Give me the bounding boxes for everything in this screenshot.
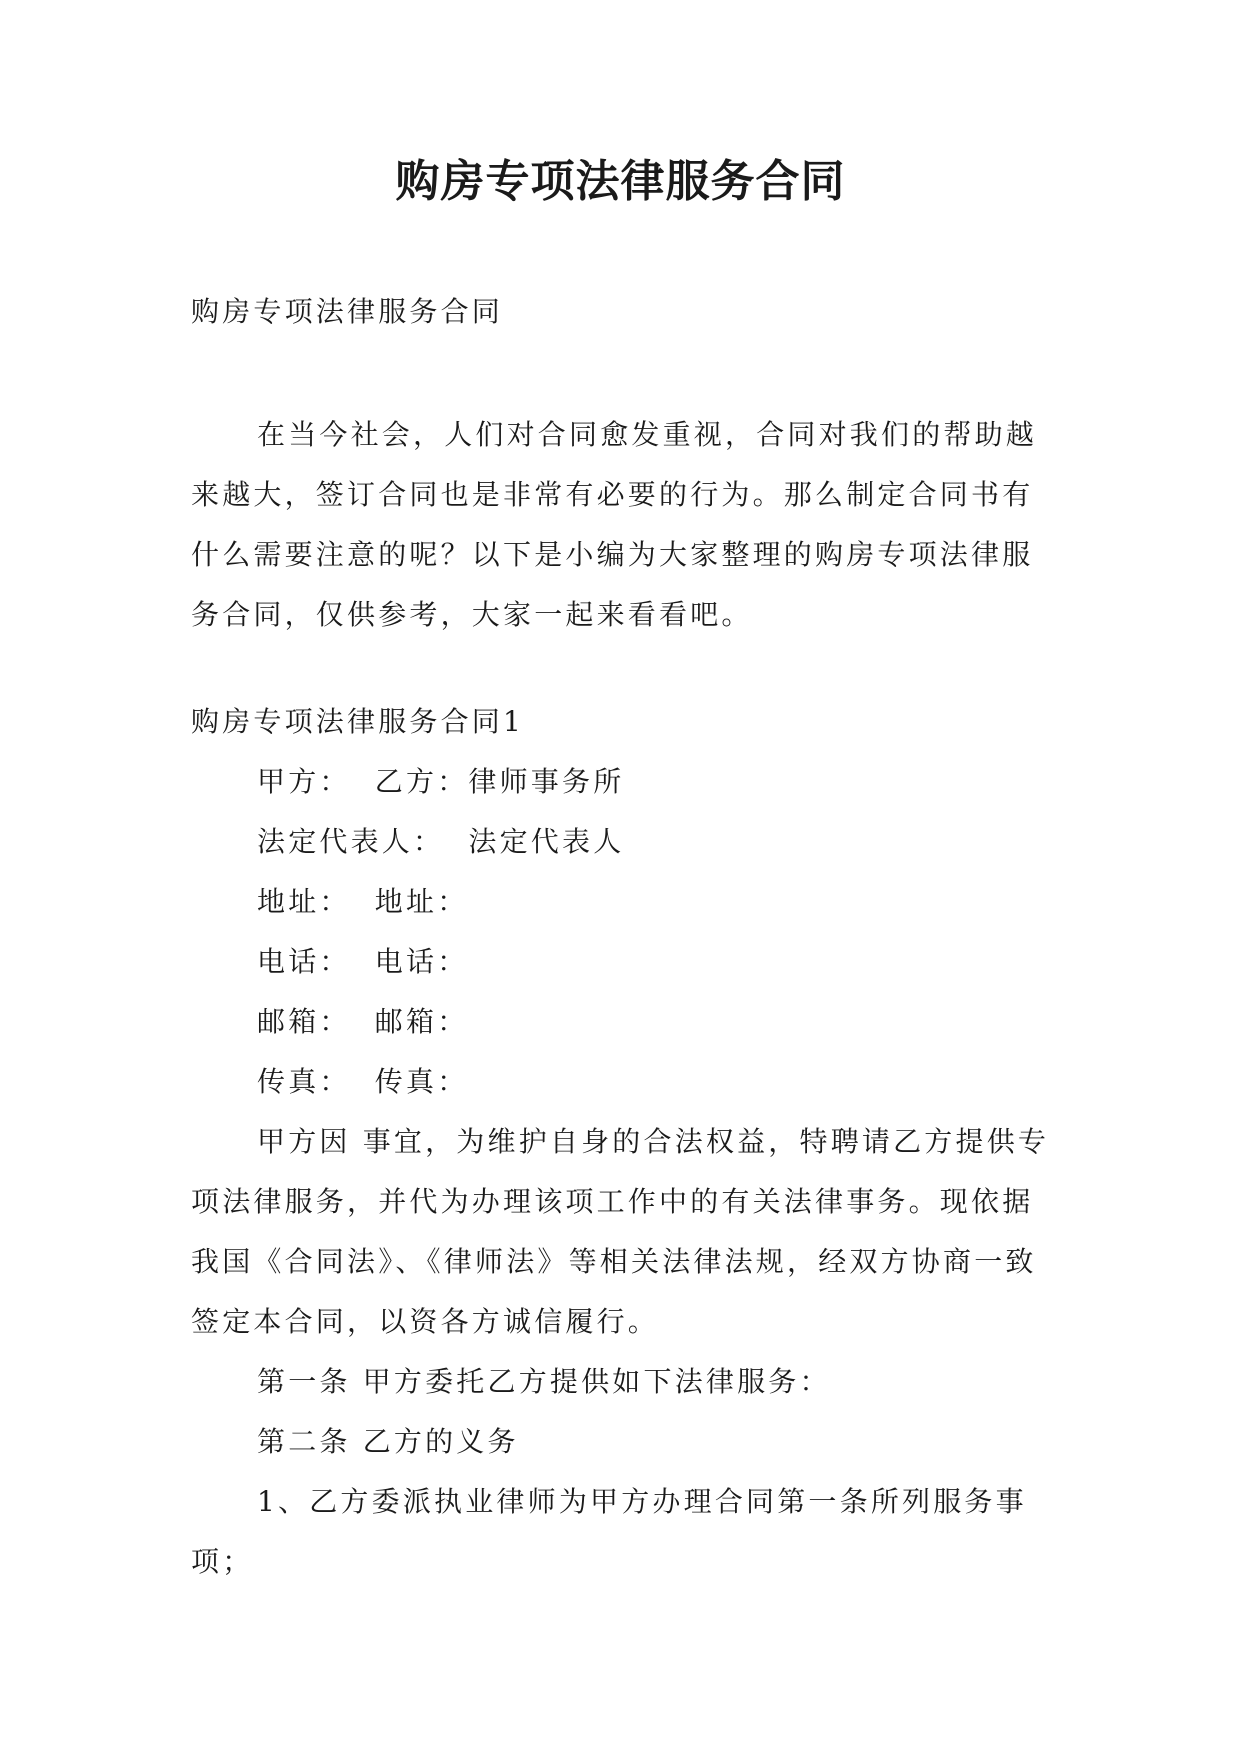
document-subtitle — [191, 282, 1053, 342]
paragraph-purpose: 甲方因 事宜，为维护自身的合法权益，特聘请乙方提供专项法律服务，并代为办理该项工作中的有关法律事务。现依据我国《合同法》、《律师法》等相关法律法规，经双方协商一致签定本合同，以资各方诚信履行。 — [191, 1125, 1050, 1338]
contract-section — [191, 692, 1053, 1592]
party-line-fax: 传真： 传真： — [257, 1065, 469, 1098]
party-line-address: 地址： 地址： — [257, 885, 469, 918]
article-1: 第一条 甲方委托乙方提供如下法律服务： — [257, 1365, 831, 1398]
intro-block — [191, 405, 1053, 645]
subtitle-text: 购房专项法律服务合同 — [191, 295, 504, 328]
document-title: 购房专项法律服务合同 — [395, 156, 846, 207]
article-2: 第二条 乙方的义务 — [257, 1425, 519, 1458]
party-line-email: 邮箱： 邮箱： — [257, 1005, 469, 1038]
intro-paragraph: 在当今社会，人们对合同愈发重视，合同对我们的帮助越来越大，签订合同也是非常有必要的行为。那么制定合同书有什么需要注意的呢？以下是小编为大家整理的购房专项法律服务合同，仅供参考，大家一起来看看吧。 — [191, 418, 1038, 631]
section-heading: 购房专项法律服务合同1 — [191, 705, 525, 738]
party-line-names: 甲方： 乙方：律师事务所 — [257, 765, 625, 798]
party-line-phone: 电话： 电话： — [257, 945, 469, 978]
party-line-representative: 法定代表人： 法定代表人 — [257, 825, 625, 858]
clause-1: 1、乙方委派执业律师为甲方办理合同第一条所列服务事项； — [191, 1485, 1027, 1578]
